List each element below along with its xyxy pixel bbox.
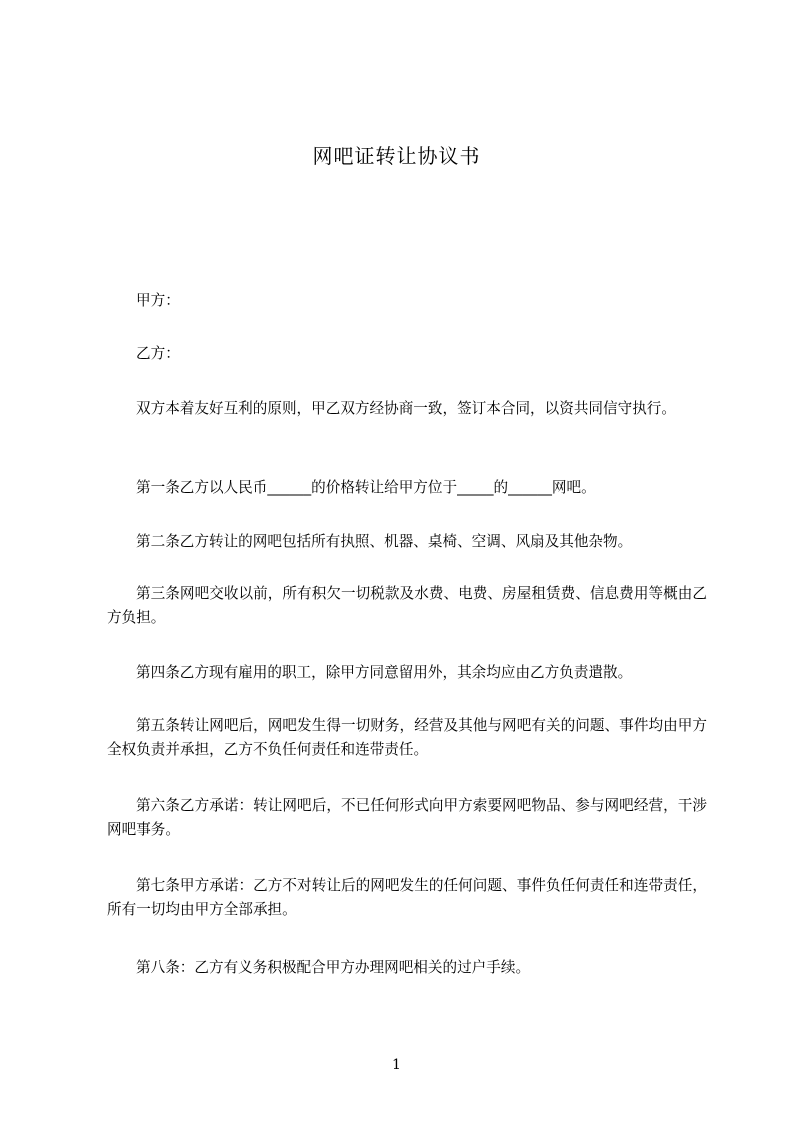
intro-paragraph: 双方本着友好互利的原则，甲乙双方经协商一致，签订本合同，以资共同信守执行。 bbox=[136, 400, 676, 417]
document-title: 网吧证转让协议书 bbox=[312, 144, 481, 168]
article-7: 第七条甲方承诺：乙方不对转让后的网吧发生的任何问题、事件负任何责任和连带责任，所有一切均由甲方全部承担。 bbox=[107, 877, 707, 918]
party-b-line: 乙方： bbox=[136, 345, 180, 362]
party-a-line: 甲方： bbox=[136, 292, 180, 309]
article-5: 第五条转让网吧后，网吧发生得一切财务，经营及其他与网吧有关的问题、事件均由甲方全权负责并承担，乙方不负任何责任和连带责任。 bbox=[107, 717, 707, 758]
article-3: 第三条网吧交收以前，所有积欠一切税款及水费、电费、房屋租赁费、信息费用等概由乙方负担。 bbox=[107, 585, 707, 626]
article-4: 第四条乙方现有雇用的职工，除甲方同意留用外，其余均应由乙方负责遣散。 bbox=[136, 664, 633, 681]
article-6: 第六条乙方承诺：转让网吧后，不已任何形式向甲方索要网吧物品、参与网吧经营，干涉网吧事务。 bbox=[107, 797, 707, 838]
article-8: 第八条：乙方有义务积极配合甲方办理网吧相关的过户手续。 bbox=[136, 959, 531, 976]
page-number: 1 bbox=[392, 1057, 401, 1073]
article-2: 第二条乙方转让的网吧包括所有执照、机器、桌椅、空调、风扇及其他杂物。 bbox=[136, 533, 633, 550]
article-1: 第一条乙方以人民币______的价格转让给甲方位于_____的______网吧。 bbox=[136, 479, 596, 496]
